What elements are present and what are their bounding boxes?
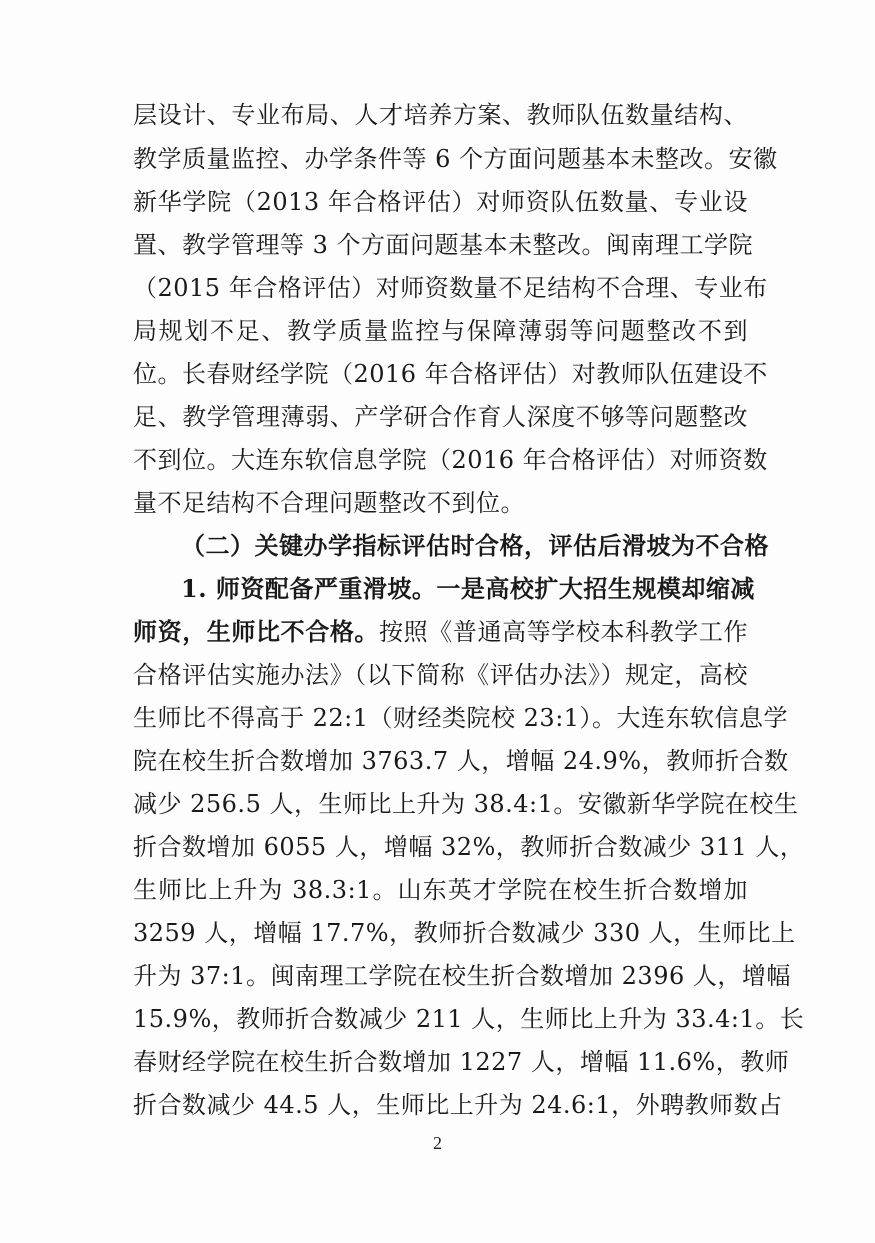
body-line: 置、教学管理等 3 个方面问题基本未整改。闽南理工学院 [133, 231, 754, 259]
body-line: 新华学院（2013 年合格评估）对师资队伍数量、专业设 [133, 188, 748, 216]
subsection-heading: 1. 师资配备严重滑坡。一是高校扩大招生规模却缩减 [181, 574, 755, 603]
body-line: 位。长春财经学院（2016 年合格评估）对教师队伍建设不 [133, 360, 768, 388]
body-line: 生师比上升为 38.3:1。山东英才学院在校生折合数增加 [133, 876, 748, 904]
subsection-heading-continued: 师资，生师比不合格。 [133, 617, 380, 646]
body-line: 折合数减少 44.5 人，生师比上升为 24.6:1，外聘教师数占 [133, 1091, 783, 1119]
body-line: 不到位。大连东软信息学院（2016 年合格评估）对师资数 [133, 446, 768, 474]
body-line: 升为 37:1。闽南理工学院在校生折合数增加 2396 人，增幅 [133, 962, 791, 990]
body-line: 生师比不得高于 22:1（财经类院校 23:1）。大连东软信息学 [133, 704, 789, 732]
body-line: 合格评估实施办法》（以下简称《评估办法》）规定，高校 [133, 661, 748, 689]
body-line [133, 612, 748, 652]
body-line: 折合数增加 6055 人，增幅 32%，教师折合数减少 311 人， [133, 833, 805, 861]
body-line: 足、教学管理薄弱、产学研合作育人深度不够等问题整改 [133, 403, 748, 431]
page-number: 2 [433, 1133, 442, 1153]
body-line: 局规划不足、教学质量监控与保障薄弱等问题整改不到 [133, 317, 748, 345]
body-line: 春财经学院在校生折合数增加 1227 人，增幅 11.6%，教师 [133, 1048, 790, 1076]
body-text: 按照《普通高等学校本科教学工作 [379, 618, 749, 646]
body-line: 层设计、专业布局、人才培养方案、教师队伍数量结构、 [133, 101, 748, 129]
body-line: 15.9%，教师折合数减少 211 人，生师比上升为 33.4:1。长 [133, 1005, 805, 1033]
body-line: 减少 256.5 人，生师比上升为 38.4:1。安徽新华学院在校生 [133, 790, 799, 818]
section-heading: （二）关键办学指标评估时合格，评估后滑坡为不合格 [181, 531, 769, 560]
body-line: （2015 年合格评估）对师资数量不足结构不合理、专业布 [133, 274, 768, 302]
body-line: 院在校生折合数增加 3763.7 人，增幅 24.9%，教师折合数 [133, 747, 789, 775]
body-line: 教学质量监控、办学条件等 6 个方面问题基本未整改。安徽 [133, 145, 778, 173]
body-line: 量不足结构不合理问题整改不到位。 [133, 489, 525, 517]
body-line: 3259 人，增幅 17.7%，教师折合数减少 330 人，生师比上 [133, 919, 796, 947]
